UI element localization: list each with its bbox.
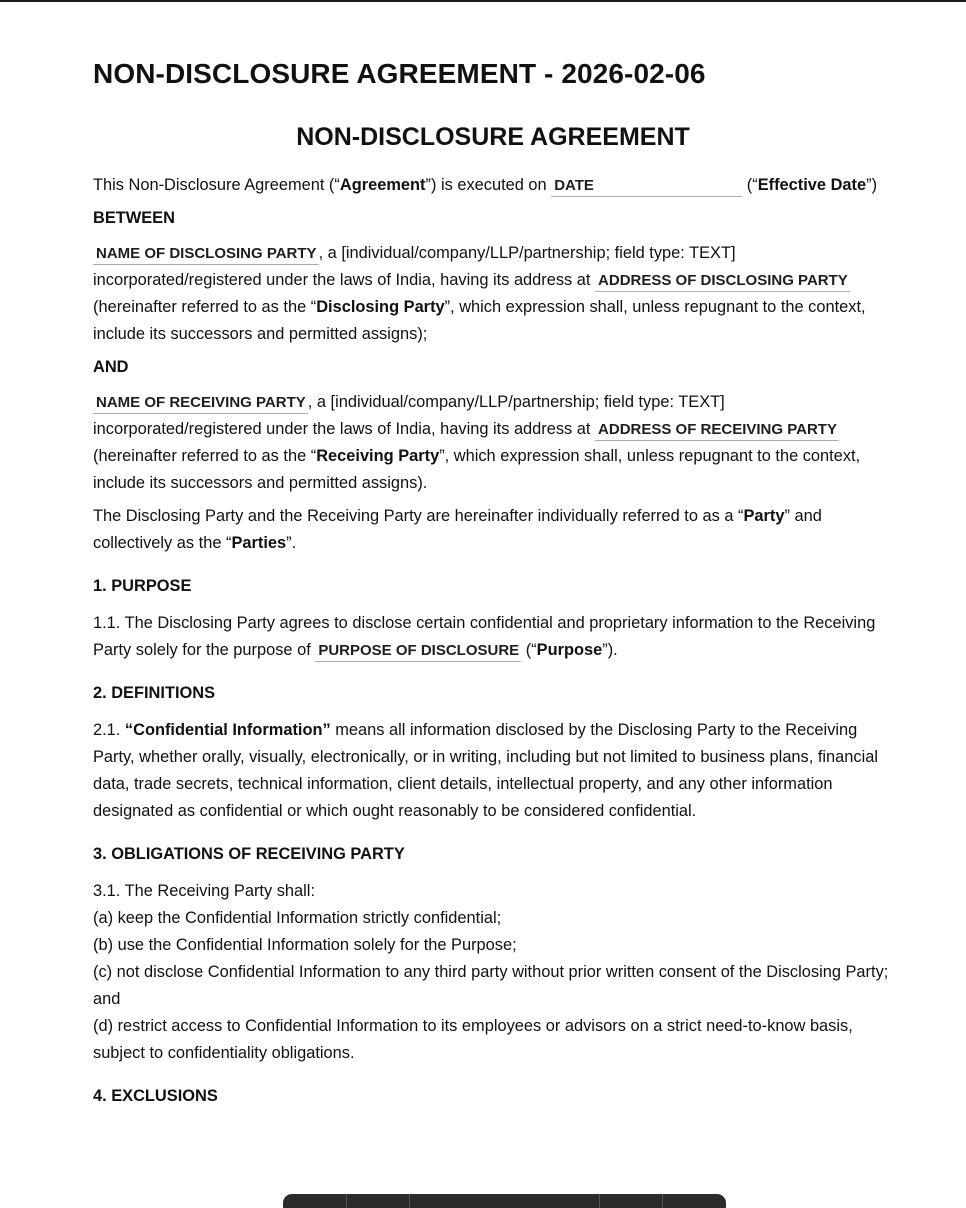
- document-title: NON-DISCLOSURE AGREEMENT - 2026-02-06: [93, 58, 706, 89]
- disclosing-party-address-field[interactable]: ADDRESS OF DISCLOSING PARTY: [595, 271, 850, 292]
- list-item: (b) use the Confidential Information solely for the Purpose;: [93, 936, 517, 954]
- list-item: 3.1. The Receiving Party shall:: [93, 882, 315, 900]
- toolbar-segment[interactable]: [410, 1194, 599, 1208]
- window-top-border: [0, 0, 966, 2]
- receiving-party-address-field[interactable]: ADDRESS OF RECEIVING PARTY: [595, 420, 839, 441]
- section-3-paragraph: [93, 878, 893, 1067]
- parties-text: ”.: [286, 534, 297, 552]
- toolbar-segment[interactable]: [663, 1194, 726, 1208]
- between-label: BETWEEN: [93, 209, 175, 227]
- toolbar-segment[interactable]: [600, 1194, 664, 1208]
- party-text: , a [individual/company/LLP/partnership; field type: TEXT] incorporated/registered under the laws of India, having its address at: [93, 244, 736, 289]
- effective-date-term: Effective Date: [757, 176, 867, 194]
- section-2-heading: 2. DEFINITIONS: [93, 684, 216, 702]
- parties-paragraph: [93, 503, 893, 557]
- purpose-field[interactable]: PURPOSE OF DISCLOSURE: [315, 641, 521, 662]
- disclosing-party-term: Disclosing Party: [316, 298, 445, 316]
- party-text: (hereinafter referred to as the “: [93, 298, 317, 316]
- party-text: ”, which expression shall, unless repugnant to the context, include its successors and permitted assigns);: [93, 298, 866, 343]
- party-term: Party: [743, 507, 785, 525]
- toolbar-segment[interactable]: [347, 1194, 411, 1208]
- document-page: [93, 56, 893, 1110]
- party-text: ”, which expression shall, unless repugnant to the context, include its successors and permitted assigns).: [93, 447, 861, 492]
- disclosing-party-name-field[interactable]: NAME OF DISCLOSING PARTY: [93, 244, 319, 265]
- section-1-text: 1.1. The Disclosing Party agrees to disclose certain confidential and proprietary information to the Receiving Party solely for the purpose of: [93, 614, 876, 659]
- section-1-heading: 1. PURPOSE: [93, 577, 192, 595]
- intro-text: ”): [866, 176, 878, 194]
- agreement-term: Agreement: [339, 176, 426, 194]
- party-text: (hereinafter referred to as the “: [93, 447, 317, 465]
- party-text: , a [individual/company/LLP/partnership; field type: TEXT] incorporated/registered under the laws of India, having its address at: [93, 393, 725, 438]
- bottom-toolbar[interactable]: [283, 1194, 726, 1208]
- list-item: (c) not disclose Confidential Information to any third party without prior written consent of the Disclosing Party; and: [93, 963, 889, 1008]
- confidential-information-term: “Confidential Information”: [124, 721, 331, 739]
- intro-text: (“: [742, 176, 758, 194]
- parties-text: The Disclosing Party and the Receiving Party are hereinafter individually referred to as a “: [93, 507, 744, 525]
- date-field[interactable]: DATE: [551, 176, 742, 197]
- section-2-text: 2.1.: [93, 721, 125, 739]
- list-item: (d) restrict access to Confidential Information to its employees or advisors on a strict need-to-know basis, subject to confidentiality obligations.: [93, 1017, 853, 1062]
- agreement-heading: NON-DISCLOSURE AGREEMENT: [296, 123, 690, 151]
- toolbar-segment[interactable]: [283, 1194, 347, 1208]
- receiving-party-term: Receiving Party: [316, 447, 440, 465]
- section-3-heading: 3. OBLIGATIONS OF RECEIVING PARTY: [93, 845, 405, 863]
- section-1-paragraph: [93, 610, 893, 664]
- parties-term: Parties: [231, 534, 287, 552]
- section-1-text: (“: [521, 641, 537, 659]
- receiving-party-name-field[interactable]: NAME OF RECEIVING PARTY: [93, 393, 308, 414]
- and-label: AND: [93, 358, 129, 376]
- intro-paragraph: [93, 172, 893, 199]
- parties-text: ” and collectively as the “: [93, 507, 822, 552]
- section-4-heading: 4. EXCLUSIONS: [93, 1087, 218, 1105]
- section-1-text: ”).: [602, 641, 618, 659]
- intro-text: This Non-Disclosure Agreement (“: [93, 176, 340, 194]
- list-item: (a) keep the Confidential Information strictly confidential;: [93, 909, 502, 927]
- section-2-paragraph: [93, 717, 893, 825]
- receiving-party-paragraph: [93, 389, 893, 497]
- intro-text: ”) is executed on: [425, 176, 552, 194]
- section-2-text: means all information disclosed by the Disclosing Party to the Receiving Party, whether orally, visually, electronically, or in writing, including but not limited to business plans, financial data, trade secrets, technical information, client details, intellectual property, and any other information designated as confidential or which ought reasonably to be considered confidential.: [93, 721, 878, 820]
- disclosing-party-paragraph: [93, 240, 893, 348]
- purpose-term: Purpose: [536, 641, 603, 659]
